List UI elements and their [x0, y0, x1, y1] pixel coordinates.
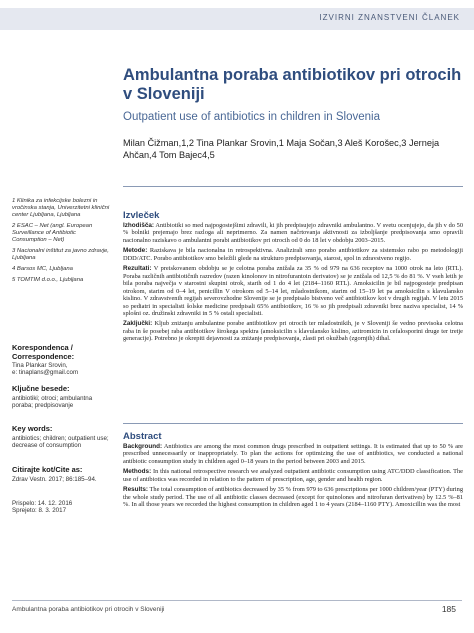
citation-heading: Citirajte kot/Cite as:	[12, 465, 83, 474]
correspondence-email[interactable]: e: tinaplans@gmail.com	[12, 369, 79, 377]
correspondence-name: Tina Plankar Srovin,	[12, 362, 68, 369]
izvlecek-paragraph: Metode: Raziskava je bila nacionalna in retrospektivna. Analizirali smo porabo antibiotikov za sistemsko rabo po metodologiji DDD/ATC. Porabo antibiotikov smo beležili glede na strukturo predpisovanja, starost, spol in zdravstveno regijo.	[123, 247, 463, 262]
section-label: IZVIRNI ZNANSTVENI ČLANEK	[319, 13, 460, 22]
correspondence	[12, 344, 114, 377]
running-footer: Ambulantna poraba antibiotikov pri otrocih v Sloveniji	[12, 606, 165, 613]
keywords-en	[12, 425, 114, 449]
izvlecek-paragraph: Zaključki: Kljub zniżanju ambulantne porabe antibiotikov pri otrocih ter mladostnikih, je v Sloveniji še vedno previsoka celotna raba in še posebej raba antibiotikov širokega spektra (amoksicilin s klavulansko kislino, azitromicin in cefalosporini druge ter tretje generacije). Potrebno je okrepiti dejavnosti za zniżanje predpisovanja, zlasti pri okužbah (zgornjih) dihal.	[123, 320, 463, 343]
affiliation: 3 Nacionalni inštitut za javno zdravje, Ljubljana	[12, 248, 109, 261]
keywords-sl	[12, 385, 114, 409]
keywords-en-text: antibiotics; children; outpatient use; decrease of consumption	[12, 434, 109, 449]
affiliation: 5 TOMTIM d.o.o., Ljubljana	[12, 277, 84, 283]
article-title: Ambulantna poraba antibiotikov pri otrocih v Sloveniji	[123, 66, 462, 103]
abstract-paragraph: Results: The total consumption of antibiotics decreased by 35 % from 979 to 636 prescriptions per 1000 children/year (PTY) during the whole study period. The use of all antibiotic classes decreased (except for quinolones and nitrofuran derivatives) by 12.5 %–81 %. In all those years we recorded the highest consumption in children aged 1 to 4 years (2184–1160 PTY). Amoxicillin was the most	[123, 486, 463, 509]
abstract-body	[123, 443, 463, 512]
abstract-heading: Abstract	[123, 431, 162, 442]
izvlecek-paragraph: Rezultati: V preiskovanem obdobju se je celotna poraba znižala za 35 % od 979 na 636 receptov na 1000 otrok na leto (RTL). Poraba različnih antibiotičnih razredov (razen kinolonov in nitrofurantoin derivatov) se je znižala od 12,5 % do 81 %. V vseh letih je bila poraba največja v starostni skupini otrok, starih od 1 do 4 let (2184–1160 RTL). Amoksicilin je bil najpogosteje predpisan otrokom, starim od 0–4 let, penicillin V otrokom od 5–14 let, mladostnikom, starim od 15–19 let pa amoksicilin s klavulansko kislino. V zdravstvenih regijah severovzhodne Slovenije se je predpisalo bistveno več antibiotikov kot v drugih regijah. V letu 2015 so pediatri in specialisti šolske medicine predpisali 65% antibiotikov, 16 % so jih predpisali zdravniki brez naziva specialist, 14 % splošni oz. družinski zdravniki in 5 % ostali specialisti.	[123, 265, 463, 317]
page-number: 185	[441, 604, 456, 614]
divider	[123, 186, 463, 187]
affiliations	[12, 198, 112, 288]
citation	[12, 466, 114, 483]
izvlecek-paragraph: Izhodišča: Antibiotiki so med najpogostejšimi zdravili, ki jih predpisujejo zdravniki ambulantno. V svetu ocenjujejo, da jih v do 50 % bolniki prejemajo brez razloga ali neprimerno. Za namen načrtovanja aktivnosti za izboljšanje predpisovanja smo opravili nacionalno raziskavo o ambulantni porabi antibiotikov pri otrocih od 0 do 18 let v obdobju 2003–2015.	[123, 222, 463, 244]
accepted-date: Sprejeto: 8. 3. 2017	[12, 507, 67, 515]
keywords-sl-text: antibiotiki; otroci; ambulantna poraba; predpisovanje	[12, 394, 93, 409]
article-subtitle: Outpatient use of antibiotics in children in Slovenia	[123, 111, 380, 123]
author-list: Milan Čižman,1,2 Tina Plankar Srovin,1 Maja Sočan,3 Aleš Korošec,3 Jerneja Ahčan,4 Tom Bajec4,5	[123, 138, 440, 160]
abstract-paragraph: Methods: In this national retrospective research we analyzed outpatient antibiotic consumption using ATC/DDD classification. The use of antibiotics was recorded in relation to the pattern of prescription, age, gender and health region.	[123, 468, 463, 483]
izvlecek-heading: Izvleček	[123, 210, 160, 221]
footer-divider	[12, 600, 462, 601]
abstract-paragraph: Background: Antibiotics are among the most common drugs prescribed in outpatient settings. It is estimated that up to 50 % are prescribed unnecessarily or inappropriately. To plan the actions for optimizing the use of antibiotics, we conducted a national antibiotic consumption study in children aged 0–18 years in the period between 2003 and 2015.	[123, 443, 463, 465]
dates	[12, 500, 114, 515]
keywords-sl-heading: Ključne besede:	[12, 384, 70, 393]
correspondence-heading: Korespondenca / Correspondence:	[12, 343, 75, 361]
affiliation: 2 ESAC – Net (angl. European Surveillance of Antibiotic Consumption – Net)	[12, 223, 93, 243]
izvlecek-body	[123, 222, 463, 346]
affiliation: 4 Barsos MC, Ljubljana	[12, 266, 73, 272]
keywords-en-heading: Key words:	[12, 424, 53, 433]
affiliation: 1 Klinika za infekcijske bolezni in vročinska stanja, Univerzitetni klinični center Ljubljana, Ljubljana	[12, 198, 110, 218]
divider	[123, 423, 463, 424]
received-date: Prispelo: 14. 12. 2016	[12, 500, 73, 507]
citation-text: Zdrav Vestn. 2017; 86:185–94.	[12, 475, 97, 483]
